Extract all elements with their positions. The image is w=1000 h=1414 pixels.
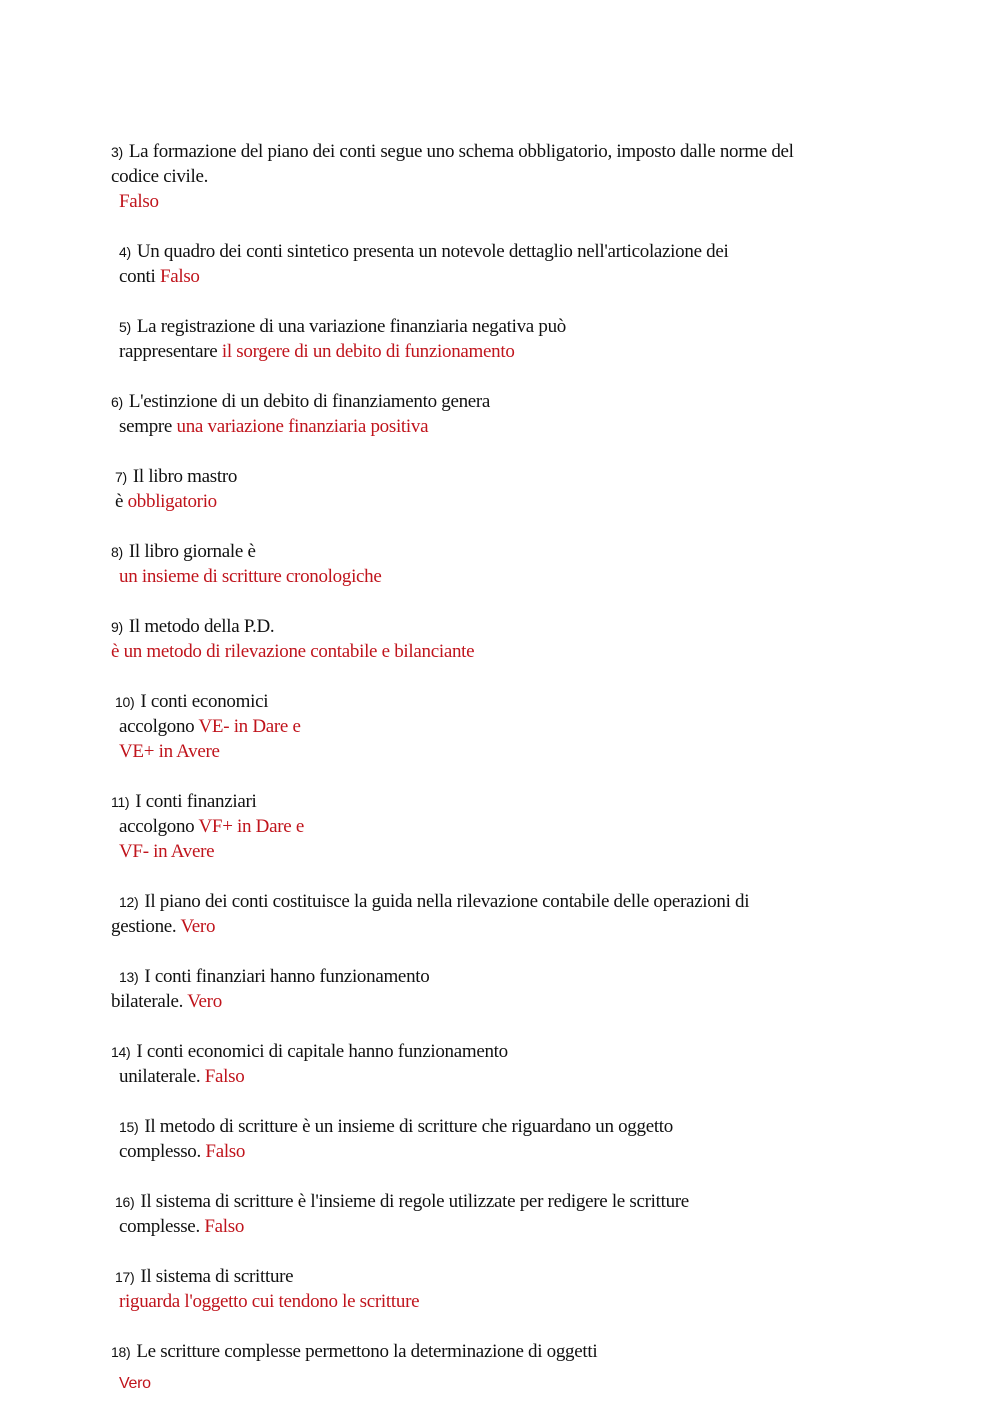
question-text-cont: gestione. [111,916,177,937]
question-text: Le scritture complesse permettono la determinazione di oggetti [136,1341,598,1362]
question-number: 15) [119,1119,139,1135]
question-16 [115,1189,689,1215]
question-7 [115,464,237,490]
answer-11-cont [119,839,214,864]
answer-text: Vero [187,991,222,1012]
answer-text: il sorgere di un debito di funzionamento [221,341,515,362]
question-3 [111,139,794,165]
question-number: 8) [111,544,123,560]
question-text: La registrazione di una variazione finanziaria negativa può [136,316,566,337]
question-number: 13) [119,969,139,985]
answer-text: Vero [119,1375,151,1392]
question-text: I conti finanziari [135,791,257,812]
question-text: Il metodo della P.D. [128,616,275,637]
answer-text: Vero [180,916,216,937]
question-6 [111,389,490,415]
question-text: L'estinzione di un debito di finanziamento genera [128,391,491,412]
question-4-cont [119,264,200,289]
question-5-cont [119,339,515,364]
question-10-cont [119,714,301,739]
answer-9 [111,639,474,664]
question-6-cont [119,414,428,439]
question-number: 14) [111,1044,131,1060]
question-number: 16) [115,1194,135,1210]
answer-text: VE- in Dare e [198,716,301,737]
question-number: 18) [111,1344,131,1360]
question-number: 5) [119,319,131,335]
question-number: 17) [115,1269,135,1285]
question-text-cont: accolgono [119,716,195,737]
answer-text: riguarda l'oggetto cui tendono le scritture [119,1291,420,1312]
question-9 [111,614,274,640]
question-text-cont: unilaterale. [119,1066,201,1087]
question-text: I conti economici [140,691,269,712]
answer-text: un insieme di scritture cronologiche [119,566,382,587]
question-text-cont: è [115,491,124,512]
answer-text: Falso [159,266,200,287]
question-text: Il piano dei conti costituisce la guida nella rilevazione contabile delle operazioni di [144,891,750,912]
question-13-cont [111,989,222,1014]
question-15 [119,1114,673,1140]
question-number: 6) [111,394,123,410]
question-3-cont [111,164,208,189]
answer-18 [119,1370,151,1396]
answer-text: obbligatorio [127,491,217,512]
question-text-cont: bilaterale. [111,991,184,1012]
question-number: 11) [111,794,130,810]
question-11 [111,789,257,815]
question-10 [115,689,268,715]
question-text-cont: codice civile. [111,166,209,187]
question-text-cont: complesse. [119,1216,200,1237]
question-text: La formazione del piano dei conti segue uno schema obbligatorio, imposto dalle norme del [128,141,794,162]
question-number: 7) [115,469,127,485]
answer-text-cont: VE+ in Avere [119,741,220,762]
answer-text: è un metodo di rilevazione contabile e bilanciante [111,641,475,662]
question-text: Il sistema di scritture [140,1266,294,1287]
question-text: Il libro mastro [132,466,238,487]
answer-3 [119,189,159,214]
question-13 [119,964,429,990]
question-16-cont [119,1214,244,1239]
question-12-cont [111,914,215,939]
answer-text: Falso [204,1216,245,1237]
question-12 [119,889,749,915]
question-7-cont [115,489,217,514]
question-number: 3) [111,144,123,160]
question-number: 10) [115,694,135,710]
question-text: Un quadro dei conti sintetico presenta un notevole dettaglio nell'articolazione dei [136,241,729,262]
question-14 [111,1039,508,1065]
answer-text: VF+ in Dare e [198,816,304,837]
question-14-cont [119,1064,244,1089]
question-text-cont: sempre [119,416,173,437]
question-text-cont: conti [119,266,156,287]
question-18 [111,1339,597,1365]
question-text: I conti economici di capitale hanno funzionamento [136,1041,508,1062]
answer-10-cont [119,739,220,764]
answer-17 [119,1289,419,1314]
question-text: Il libro giornale è [128,541,256,562]
question-text: Il sistema di scritture è l'insieme di regole utilizzate per redigere le scritture [140,1191,689,1212]
question-text: I conti finanziari hanno funzionamento [144,966,430,987]
question-17 [115,1264,293,1290]
answer-text: Falso [204,1066,245,1087]
question-15-cont [119,1139,245,1164]
answer-text: una variazione finanziaria positiva [176,416,429,437]
question-text: Il metodo di scritture è un insieme di scritture che riguardano un oggetto [144,1116,673,1137]
answer-text-cont: VF- in Avere [119,841,215,862]
answer-text: Falso [205,1141,246,1162]
question-number: 12) [119,894,139,910]
question-text-cont: complesso. [119,1141,201,1162]
answer-8 [119,564,382,589]
question-4 [119,239,728,265]
answer-text: Falso [119,191,159,212]
question-text-cont: accolgono [119,816,195,837]
question-number: 4) [119,244,131,260]
question-11-cont [119,814,304,839]
question-5 [119,314,566,340]
question-8 [111,539,256,565]
question-number: 9) [111,619,123,635]
question-text-cont: rappresentare [119,341,218,362]
